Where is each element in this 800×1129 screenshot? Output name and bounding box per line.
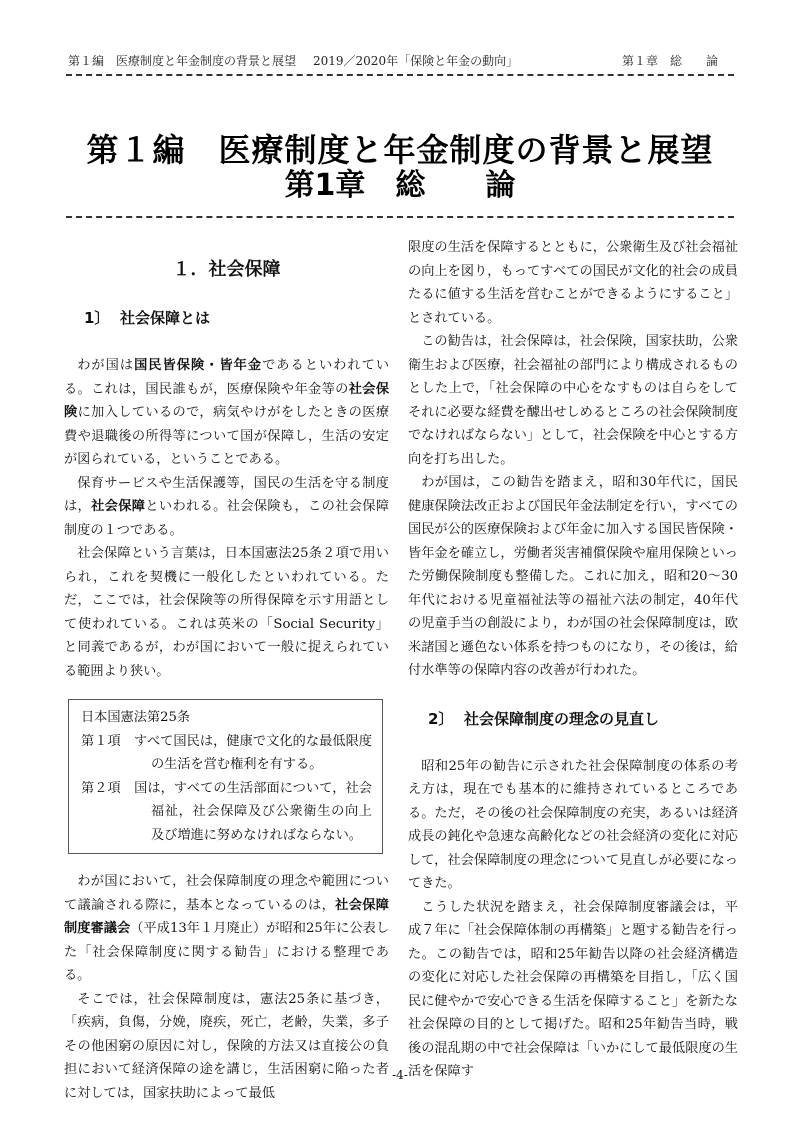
part-title: 第１編 医療制度と年金制度の背景と展望: [86, 131, 714, 170]
running-header-left: 第１編 医療制度と年金制度の背景と展望: [68, 54, 297, 68]
paragraph: そこでは，社会保障制度は，憲法25条に基づき，「疾病，負傷，分娩，廃疾，死亡，老齢，失業，多子その他困窮の原因に対し，保険的方法又は直接公の負担において経済保障の途を講じ，生活困窮に陥った者に対しては，国家扶助によって最低: [64, 991, 389, 1101]
header-rule-top: [66, 74, 734, 76]
running-header-right: 第１章 総 論: [622, 54, 719, 68]
paragraph: [64, 354, 389, 472]
text-run: といわれる。社会保険も，この社会保障制度の１つである。: [64, 499, 390, 538]
text-run: に加入しているので，病気やけがをしたときの医療費や退職後の所得等について国が保障し，生活の安定が図られている，ということである。: [64, 405, 390, 467]
paragraph: [64, 870, 389, 988]
subsection-heading-1: [84, 306, 389, 330]
left-column: [64, 236, 389, 1105]
section-heading: １．社会保障: [172, 259, 281, 280]
chapter-title: 第1章 総 論: [284, 168, 516, 203]
bold-term: 社会保障: [91, 499, 146, 514]
header-rule-bottom: [66, 216, 734, 218]
text-run: （平成13年１月廃止）が昭和25年に公表した「社会保障制度に関する勧告」における整理である。: [64, 921, 390, 983]
box-title: 日本国憲法第25条: [81, 710, 191, 725]
text-run: であるといわれている。これは，国民誰もが，医療保険や年金等の: [64, 358, 390, 397]
bold-term: 社会保障制度審議会: [64, 897, 389, 936]
subsection-title: 社会保障とは: [120, 309, 211, 327]
paragraph: 社会保障という言葉は，日本国憲法25条２項で用いられ，これを契機に一般化したといわれている。ただ，ここでは，社会保険等の所得保障を示す用語として使われている。これは英米の「Social Security」と同義であるが，わが国において一般に捉えられている範囲より狭い。: [64, 546, 389, 679]
paragraph: この勧告は，社会保障は，社会保険，国家扶助，公衆衛生および医療，社会福祉の部門により構成されるものとした上で，「社会保障の中心をなすものは自らをしてそれに必要な経費を醵出せしめるところの社会保険制度でなければならない」として，社会保険を中心とする方向を打ち出した。: [408, 334, 738, 467]
page-number: -4-: [392, 1068, 408, 1082]
subsection-heading-2: [428, 707, 738, 731]
bold-term: 社会保険: [64, 381, 390, 420]
right-column: [408, 236, 738, 1084]
subsection-title: 社会保障制度の理念の見直し: [464, 709, 660, 728]
text-run: 保育サービスや生活保護等，国民の生活を守る制度は，: [64, 475, 389, 514]
box-article-1: 第１項 すべて国民は，健康で文化的な最低限度の生活を営む権利を有する。: [81, 733, 372, 772]
bold-term: 国民皆保険・皆年金: [134, 358, 263, 373]
paragraph-continued: 限度の生活を保障するとともに，公衆衛生及び社会福祉の向上を図り，もってすべての国民が文化的社会の成員たるに値する生活を営むことができるようにすること」とされている。: [408, 240, 738, 326]
box-article-2: 第２項 国は，すべての生活部面について，社会福祉，社会保障及び公衆衛生の向上及び増進に努めなければならない。: [81, 780, 372, 843]
subsection-number: 2〕: [428, 709, 454, 728]
paragraph: [64, 472, 389, 543]
constitution-box: [68, 699, 383, 854]
paragraph: こうした状況を踏まえ，社会保障制度審議会は，平成７年に「社会保障体制の再構築」と題する勧告を行った。この勧告では，昭和25年勧告以降の社会経済構造の変化に対応した社会保障の再構築を目指し，「広く国民に健やかで安心できる生活を保障すること」を新たな社会保障の目的として掲げた。昭和25年勧告当時，戦後の混乱期の中で社会保障は「いかにして最低限度の生活を保障す: [408, 899, 738, 1079]
paragraph: わが国は，この勧告を踏まえ，昭和30年代に，国民健康保険法改正および国民年金法制定を行い，すべての国民が公的医療保険および年金に加入する国民皆保険・皆年金を確立し，労働者災害補償保険や雇用保険といった労働保険制度も整備した。これに加え，昭和20～30年代における児童福祉法等の福祉六法の制定，40年代の児童手当の創設により，わが国の社会保障制度は，欧米諸国と遜色ない体系を持つものになり，その後は，給付水準等の保障内容の改善が行われた。: [408, 475, 738, 678]
subsection-number: 1〕: [84, 309, 110, 327]
running-header-center: 2019／2020年「保険と年金の動向」: [313, 54, 519, 68]
text-run: わが国において，社会保障制度の理念や範囲について議論される際に，基本となっているのは，: [64, 874, 389, 913]
paragraph: 昭和25年の勧告に示された社会保障制度の体系の考え方は，現在でも基本的に維持されているところである。ただ，その後の社会保障制度の充実，あるいは経済成長の鈍化や急速な高齢化などの社会経済の変化に対応して，社会保障制度の理念について見直しが必要になってきた。: [408, 758, 738, 891]
text-run: わが国は: [77, 358, 135, 373]
